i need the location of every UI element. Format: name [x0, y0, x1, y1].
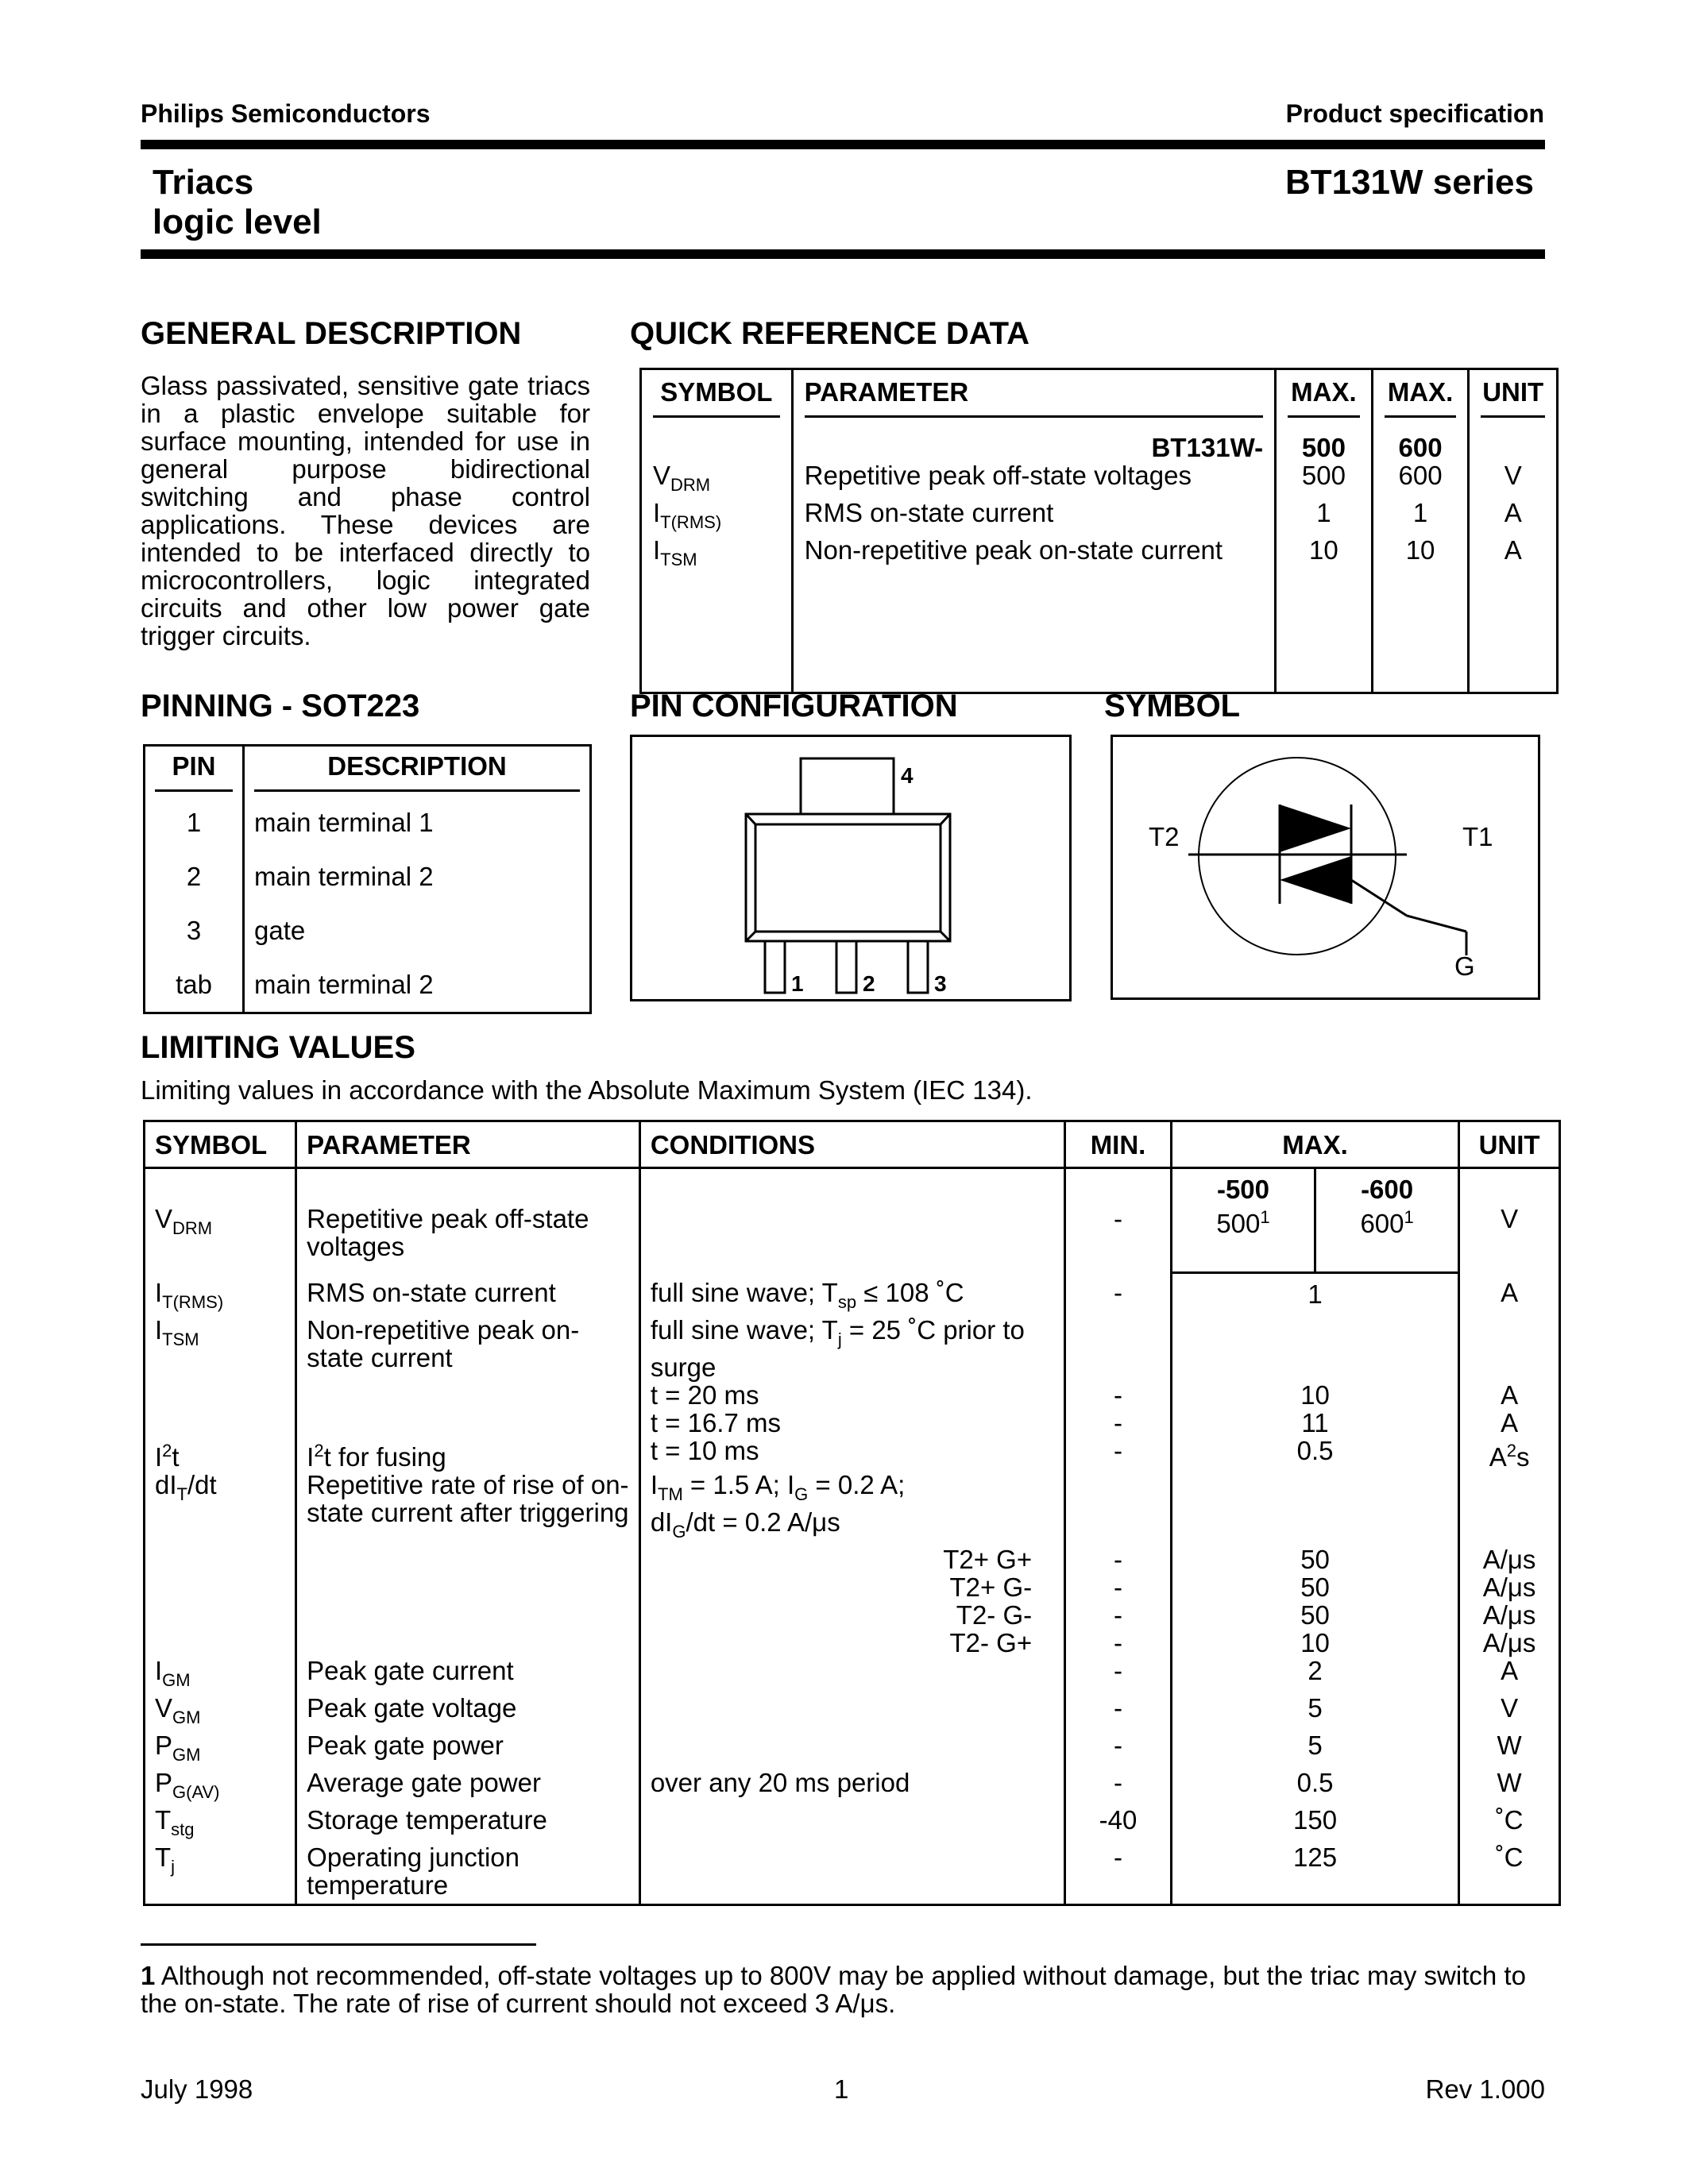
footer-page-number: 1	[834, 2074, 849, 2104]
lv-row-didt-q3: T2- G- - 50 A/μs	[145, 1601, 1560, 1629]
pinning-heading: PINNING - SOT223	[141, 689, 420, 723]
qrd-type-600: 600	[1372, 418, 1469, 461]
pin-row: 3 gate	[145, 904, 591, 958]
terminal-label-t1: T1	[1462, 822, 1493, 851]
lv-col-max: MAX.	[1171, 1121, 1458, 1168]
lv-row-itrms: $I_{T(RMS)}$ RMS on-state current full sine wave; $T_{sp} \le 108$ ˚C - 1 A	[145, 1272, 1560, 1316]
lv-row-didt: $dI_T/dt$ Repetitive rate of rise of on-state current after triggering $I_{TM} = 1.5$ A; $I_G = 0.2$ A; $dI_G/dt = 0.2$ A/μs	[145, 1471, 1560, 1545]
title-rule	[141, 249, 1545, 259]
quick-reference-table	[639, 368, 1559, 694]
footnote-number: 1	[141, 1961, 156, 1990]
footer-revision: Rev 1.000	[1425, 2074, 1545, 2104]
pin-row: 1 main terminal 1	[145, 796, 591, 850]
title-line1: Triacs	[153, 163, 254, 202]
pin-label-3: 3	[934, 971, 947, 996]
footnote-text: Although not recommended, off-state voltages up to 800V may be applied without damage, but the triac may switch to the on-state. The rate of rise of current should not exceed 3 A/μs.	[141, 1961, 1526, 2018]
general-description-heading: GENERAL DESCRIPTION	[141, 316, 522, 351]
qrd-header-row	[641, 369, 1558, 419]
qrd-type-500: 500	[1276, 418, 1373, 461]
lv-row-vdrm: $V_{DRM}$ Repetitive peak off-state voltages - -500 $500^1$ -600 $600^1$ V	[145, 1168, 1560, 1273]
pin-row: 2 main terminal 2	[145, 850, 591, 904]
pin-label-4: 4	[901, 763, 914, 788]
limiting-values-intro: Limiting values in accordance with the Absolute Maximum System (IEC 134).	[141, 1075, 1033, 1105]
top-rule	[141, 140, 1545, 149]
series-title: BT131W series	[1284, 163, 1534, 202]
symbol-heading: SYMBOL	[1104, 689, 1241, 723]
footnote-rule	[141, 1943, 536, 1946]
lv-row-didt-q2: T2+ G- - 50 A/μs	[145, 1573, 1560, 1601]
lv-row-tstg: $T_{stg}$ Storage temperature -40 150 ˚C	[145, 1806, 1560, 1843]
title-line2: logic level	[153, 203, 322, 241]
lv-col-parameter: PARAMETER	[296, 1121, 640, 1168]
pin-col-description: DESCRIPTION	[254, 751, 580, 792]
qrd-row-vdrm: $V_{DRM}$ Repetitive peak off-state voltages 500 600 V	[641, 461, 1558, 499]
footer-date: July 1998	[141, 2074, 253, 2104]
lv-col-symbol: SYMBOL	[145, 1121, 296, 1168]
terminal-label-t2: T2	[1149, 822, 1180, 851]
general-description-text: Glass passivated, sensitive gate triacs in a plastic envelope suitable for surface mounting, intended for use in general purpose bidirectional switching and phase control applications. These devices are intended to be interfaced directly to microcontrollers, logic integrated circuits and other low power gate trigger circuits.	[141, 371, 590, 650]
lv-row-tj: $T_j$ Operating junction temperature - 125 ˚C	[145, 1843, 1560, 1905]
lv-row-pgav: $P_{G(AV)}$ Average gate power over any 20 ms period - 0.5 W	[145, 1769, 1560, 1806]
qrd-type-label: BT131W-	[792, 418, 1275, 461]
qrd-col-max2: MAX.	[1385, 378, 1457, 418]
qrd-col-unit: UNIT	[1481, 378, 1545, 418]
lv-row-didt-q4: T2- G+ - 10 A/μs	[145, 1629, 1560, 1657]
pin-row: tab main terminal 2	[145, 958, 591, 1013]
lv-max-col-500: -500	[1216, 1175, 1270, 1204]
pin-label-1: 1	[791, 971, 804, 996]
qrd-col-parameter: PARAMETER	[805, 378, 1263, 418]
terminal-label-g: G	[1454, 951, 1475, 981]
limiting-values-table	[143, 1120, 1561, 1906]
pin-configuration-box	[630, 735, 1072, 1001]
lv-col-unit: UNIT	[1459, 1121, 1560, 1168]
company-name: Philips Semiconductors	[141, 99, 431, 128]
lv-row-vgm: $V_{GM}$ Peak gate voltage - 5 V	[145, 1694, 1560, 1731]
doc-type: Product specification	[1285, 99, 1544, 128]
qrd-col-max1: MAX.	[1288, 378, 1360, 418]
pin-label-2: 2	[863, 971, 875, 996]
qrd-col-symbol: SYMBOL	[653, 378, 780, 418]
lv-row-igm: $I_{GM}$ Peak gate current - 2 A	[145, 1657, 1560, 1694]
qrd-type-row	[641, 418, 1558, 461]
pin-configuration-heading: PIN CONFIGURATION	[630, 689, 958, 723]
quick-reference-heading: QUICK REFERENCE DATA	[630, 316, 1029, 351]
footnote-ref: 1	[1260, 1207, 1270, 1227]
lv-row-i2t: $I^2t$ $I^2t$ for fusing t = 10 ms - 0.5 $A^2s$	[145, 1437, 1560, 1471]
footnote	[141, 1962, 1547, 2017]
lv-max-col-600: -600	[1361, 1175, 1414, 1204]
lv-header-row	[145, 1121, 1560, 1168]
sot223-package-drawing	[632, 737, 1069, 999]
lv-row-didt-q1: T2+ G+ - 50 A/μs	[145, 1545, 1560, 1573]
lv-row-itsm-167ms: t = 16.7 ms - 11 A	[145, 1409, 1560, 1437]
lv-row-itsm: $I_{TSM}$ Non-repetitive peak on-state current full sine wave; $T_j = 25$ ˚C prior to surge	[145, 1316, 1560, 1381]
pinning-table	[143, 744, 592, 1014]
pin-col-pin: PIN	[155, 751, 233, 792]
lv-row-pgm: $P_{GM}$ Peak gate power - 5 W	[145, 1731, 1560, 1769]
lv-col-min: MIN.	[1065, 1121, 1172, 1168]
limiting-values-heading: LIMITING VALUES	[141, 1030, 415, 1065]
qrd-row-itsm: $I_{TSM}$ Non-repetitive peak on-state current 10 10 A	[641, 536, 1558, 573]
qrd-row-itrms: $I_{T(RMS)}$ RMS on-state current 1 1 A	[641, 499, 1558, 536]
lv-row-itsm-20ms: t = 20 ms - 10 A	[145, 1381, 1560, 1409]
symbol-box	[1111, 735, 1540, 1000]
lv-col-conditions: CONDITIONS	[639, 1121, 1064, 1168]
triac-symbol-drawing	[1113, 737, 1538, 997]
